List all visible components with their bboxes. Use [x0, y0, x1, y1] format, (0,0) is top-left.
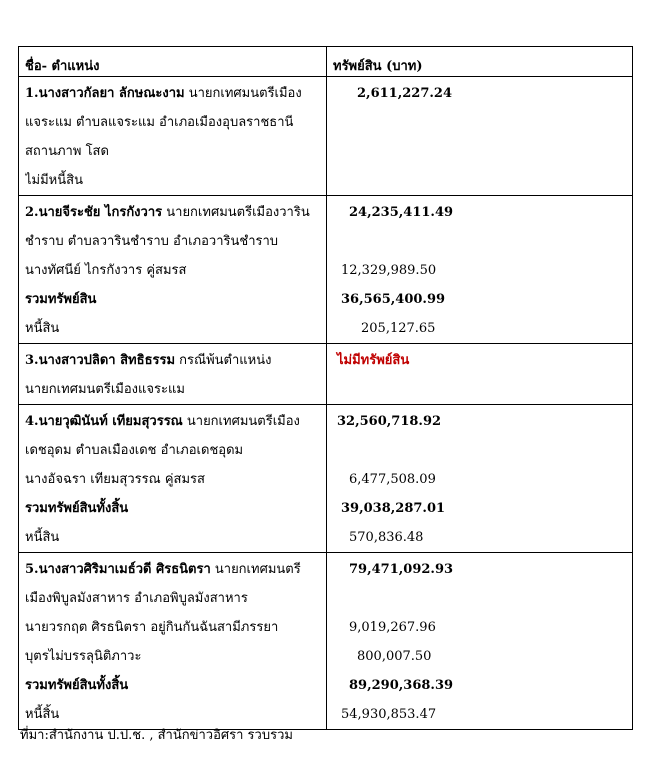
name-position-cell — [19, 344, 327, 405]
total-assets-label: รวมทรัพย์สิน — [25, 292, 97, 307]
liabilities-value: 205,127.65 — [361, 321, 436, 336]
name-column-header: ชื่อ- ตำแหน่ง — [19, 47, 327, 77]
table-row — [19, 344, 633, 405]
asset-value-cell — [327, 196, 633, 344]
marital-status-text: สถานภาพ โสด — [25, 144, 109, 159]
asset-value: 79,471,092.93 — [349, 562, 454, 577]
position-text: กรณีพ้นตำแหน่ง — [175, 353, 272, 368]
asset-value-cell — [327, 553, 633, 730]
liabilities-label: หนี้สิ้น — [25, 707, 60, 722]
name-line — [25, 166, 320, 195]
table-row — [19, 77, 633, 196]
person-name: 3.นางสาวปลิดา สิทธิธรรม — [25, 353, 176, 368]
total-asset-value: 36,565,400.99 — [341, 292, 446, 307]
position-text: นายกเทศมนตรี — [210, 562, 301, 577]
source-note: ที่มา:สำนักงาน ป.ป.ช. , สำนักข่าวอิศรา รวบรวม — [20, 728, 293, 743]
liabilities-value: 54,930,853.47 — [341, 707, 437, 722]
spouse-asset-value: 12,329,989.50 — [341, 263, 437, 278]
table-row — [19, 553, 633, 730]
name-line — [25, 137, 320, 166]
total-asset-value: 39,038,287.01 — [341, 501, 446, 516]
minor-child-asset-value: 800,007.50 — [357, 649, 432, 664]
spouse-asset-value: 6,477,508.09 — [349, 472, 436, 487]
position-text: นายกเทศมนตรีเมืองวาริน — [162, 205, 310, 220]
spouse-text: นางทัศนีย์ ไกรกังวาร คู่สมรส — [25, 263, 187, 278]
table-row — [19, 196, 633, 344]
partner-text: นายวรกฤต ศิรธนิตรา อยู่กินกันฉันสามีภรรยา — [25, 620, 279, 635]
asset-table — [18, 46, 633, 730]
name-position-cell — [19, 553, 327, 730]
debt-note-text: ไม่มีหนี้สิน — [25, 173, 83, 188]
name-position-cell — [19, 196, 327, 344]
total-assets-label: รวมทรัพย์สินทั้งสิ้น — [25, 678, 129, 693]
person-name: 2.นายจีระชัย ไกรกังวาร — [25, 205, 163, 220]
position-text: นายกเทศมนตรีเมือง — [182, 414, 300, 429]
asset-value: 24,235,411.49 — [349, 205, 454, 220]
table-header-row — [19, 47, 633, 77]
asset-value: 32,560,718.92 — [337, 414, 442, 429]
liabilities-label: หนี้สิน — [25, 321, 60, 336]
total-asset-value: 89,290,368.39 — [349, 678, 454, 693]
position-text: เดชอุดม ตำบลเมืองเดช อำเภอเดชอุดม — [25, 443, 244, 458]
asset-value: 2,611,227.24 — [357, 86, 452, 101]
asset-value-cell — [327, 77, 633, 196]
position-text: ชำราบ ตำบลวารินชำราบ อำเภอวารินชำราบ — [25, 234, 279, 249]
person-name: 5.นางสาวศิริมาเมธ์วดี ศิรธนิตรา — [25, 562, 211, 577]
name-position-cell — [19, 77, 327, 196]
liabilities-value: 570,836.48 — [349, 530, 424, 545]
person-name: 1.นางสาวกัลยา ลักษณะงาม — [25, 86, 185, 101]
asset-column-header: ทรัพย์สิน (บาท) — [327, 47, 633, 77]
position-text: เมืองพิบูลมังสาหาร อำเภอพิบูลมังสาหาร — [25, 591, 248, 606]
name-position-cell — [19, 405, 327, 553]
liabilities-label: หนี้สิน — [25, 530, 60, 545]
table-row — [19, 405, 633, 553]
name-line — [25, 108, 320, 137]
name-line — [25, 79, 320, 108]
position-text: แจระแม ตำบลแจระแม อำเภอเมืองอุบลราชธานี — [25, 115, 294, 130]
position-text: นายกเทศมนตรีเมือง — [184, 86, 302, 101]
asset-value-cell — [327, 344, 633, 405]
minor-child-text: บุตรไม่บรรลุนิติภาวะ — [25, 649, 142, 664]
total-assets-label: รวมทรัพย์สินทั้งสิ้น — [25, 501, 129, 516]
person-name: 4.นายวุฒินันท์ เทียมสุวรรณ — [25, 414, 183, 429]
spouse-text: นางอัจฉรา เทียมสุวรรณ คู่สมรส — [25, 472, 205, 487]
position-text: นายกเทศมนตรีเมืองแจระแม — [25, 382, 185, 397]
no-assets-text: ไม่มีทรัพย์สิน — [337, 353, 410, 368]
partner-asset-value: 9,019,267.96 — [349, 620, 436, 635]
asset-value-cell — [327, 405, 633, 553]
